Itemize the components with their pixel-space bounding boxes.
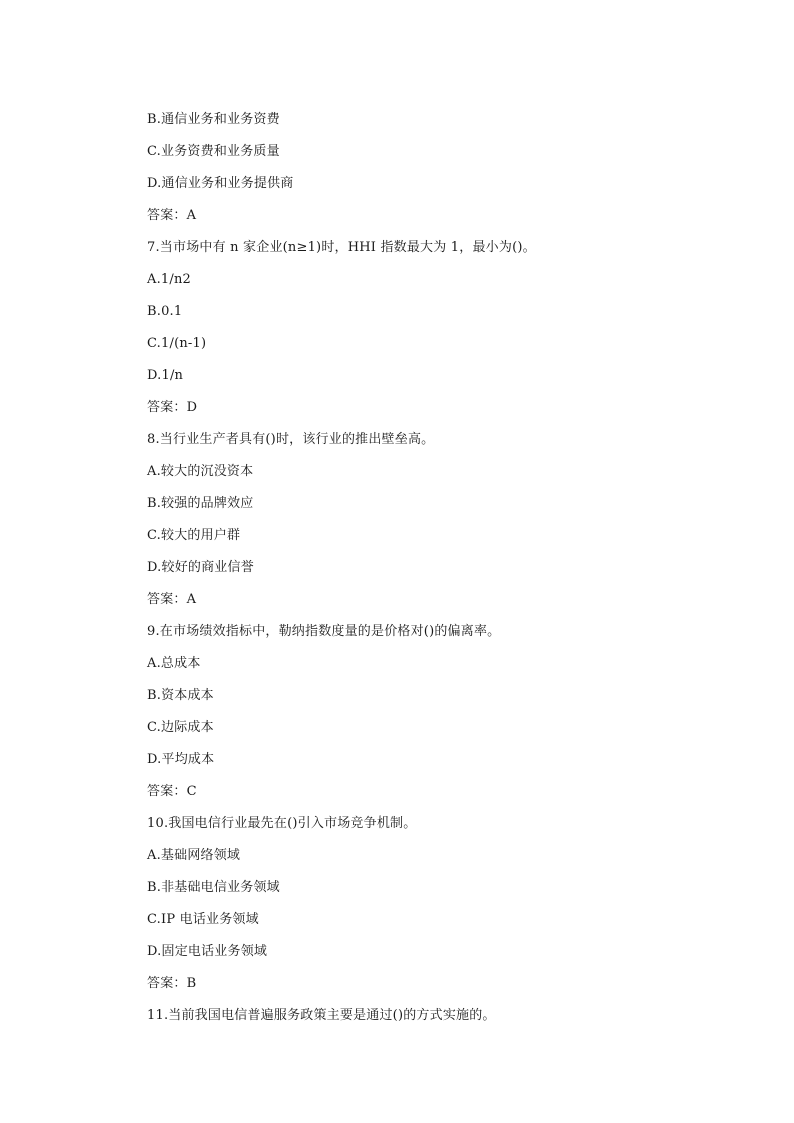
- option-line: B.较强的品牌效应: [147, 496, 254, 511]
- option-line: C.边际成本: [147, 720, 214, 735]
- option-line: B.0.1: [147, 304, 183, 319]
- option-line: C.1/(n-1): [147, 336, 207, 351]
- question-line: 11.当前我国电信普遍服务政策主要是通过()的方式实施的。: [147, 1008, 496, 1023]
- question-line: 9.在市场绩效指标中，勒纳指数度量的是价格对()的偏离率。: [147, 624, 501, 639]
- option-line: D.通信业务和业务提供商: [147, 176, 294, 191]
- question-line: 8.当行业生产者具有()时，该行业的推出壁垒高。: [147, 432, 435, 447]
- question-line: 10.我国电信行业最先在()引入市场竞争机制。: [147, 816, 417, 831]
- option-line: C.业务资费和业务质量: [147, 144, 280, 159]
- option-line: A.1/n2: [147, 272, 192, 287]
- question-list: [147, 108, 767, 1036]
- option-line: A.较大的沉没资本: [147, 464, 254, 479]
- answer-line: 答案：B: [147, 976, 197, 991]
- option-line: C.IP 电话业务领域: [147, 912, 259, 927]
- option-line: C.较大的用户群: [147, 528, 241, 543]
- answer-line: 答案：D: [147, 400, 198, 415]
- option-line: D.平均成本: [147, 752, 215, 767]
- option-line: D.固定电话业务领域: [147, 944, 268, 959]
- option-line: A.基础网络领域: [147, 848, 241, 863]
- option-line: B.通信业务和业务资费: [147, 112, 280, 127]
- option-line: D.较好的商业信誉: [147, 560, 254, 575]
- answer-line: 答案：A: [147, 592, 197, 607]
- question-line: 7.当市场中有 n 家企业(n≥1)时，HHI 指数最大为 1，最小为()。: [147, 240, 536, 255]
- option-line: B.非基础电信业务领域: [147, 880, 280, 895]
- option-line: B.资本成本: [147, 688, 214, 703]
- option-line: A.总成本: [147, 656, 201, 671]
- option-line: D.1/n: [147, 368, 184, 383]
- answer-line: 答案：A: [147, 208, 197, 223]
- answer-line: 答案：C: [147, 784, 197, 799]
